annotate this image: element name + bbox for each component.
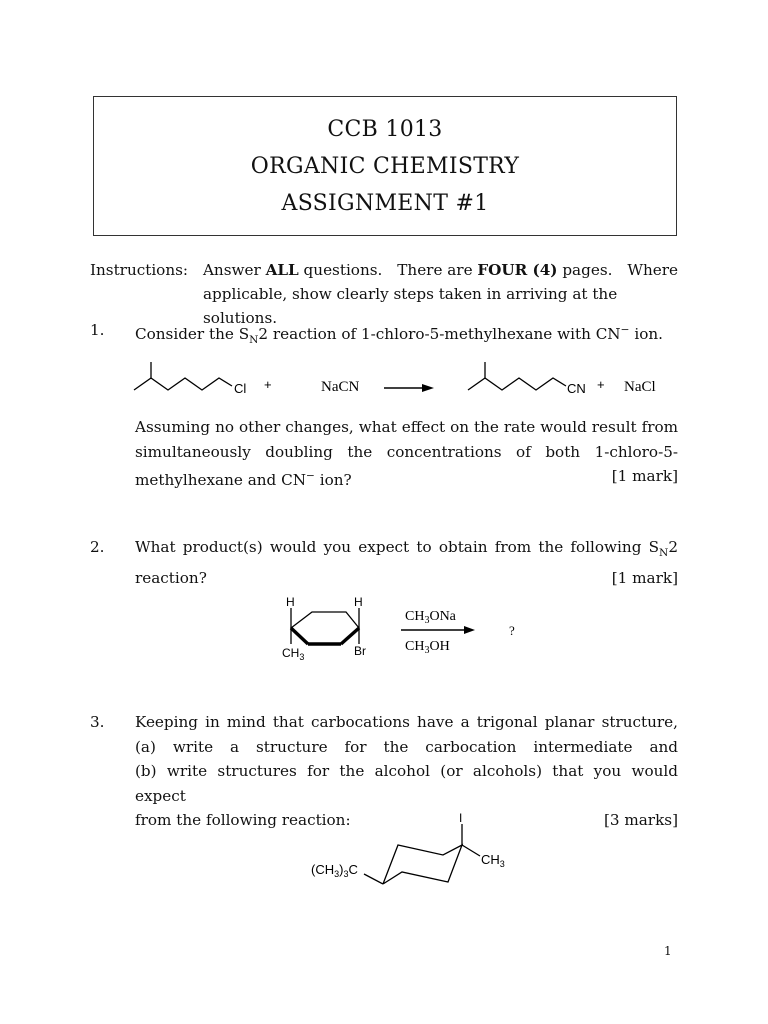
- question-2-line2: reaction?: [135, 568, 207, 587]
- instructions-pages: There are FOUR (4) pages.: [397, 261, 613, 279]
- question-1-line2: simultaneously doubling the concentrations of both 1-chloro-5-: [135, 442, 678, 461]
- question-number: 2.: [90, 538, 105, 556]
- chlorine-label: Cl: [234, 381, 247, 396]
- byproduct-nacl: NaCl: [624, 379, 656, 395]
- instructions-label: Instructions:: [90, 261, 189, 279]
- wedge-bonds: [291, 628, 359, 644]
- hydrogen-label: H: [286, 595, 295, 609]
- assignment-title: ASSIGNMENT #1: [281, 191, 489, 216]
- reaction-arrow: [401, 626, 475, 634]
- chloroalkane-structure: [134, 362, 232, 390]
- cyano-label: CN: [567, 381, 586, 396]
- question-1: [90, 318, 678, 353]
- reaction-scheme-3: [0, 812, 768, 902]
- question-2: [90, 535, 678, 590]
- bromine-label: Br: [354, 644, 366, 658]
- reaction-scheme-2: [0, 592, 768, 662]
- unknown-product: ?: [509, 623, 515, 638]
- cyclohexane-chair-structure: [364, 824, 480, 884]
- question-number: 3.: [90, 713, 105, 731]
- iodine-label: I: [459, 812, 463, 825]
- course-name: ORGANIC CHEMISTRY: [250, 154, 520, 179]
- instructions-answer: Answer ALL questions.: [202, 261, 383, 279]
- question-2-line1: What product(s) would you expect to obtain from the following $S_N2$: [135, 538, 678, 560]
- tert-butyl-label: $(CH_3)_3C$: [311, 862, 358, 879]
- hydrogen-label: H: [354, 595, 363, 609]
- methyl-label: $CH_3$: [282, 646, 305, 662]
- question-3-line4: from the following reaction:: [135, 811, 351, 829]
- page-number: 1: [664, 944, 672, 958]
- question-3-marks: [3 marks]: [603, 811, 678, 829]
- question-2-marks: [1 mark]: [611, 568, 678, 587]
- instructions-where: Where: [627, 261, 678, 279]
- reaction-arrow: [384, 384, 434, 392]
- nitrile-structure: [468, 362, 566, 390]
- question-1-text: [90, 415, 678, 493]
- title-box: [93, 96, 677, 236]
- methyl-label: $CH_3$: [481, 852, 505, 869]
- reagent-nacn: NaCN: [321, 379, 360, 395]
- plus-sign: +: [264, 377, 272, 392]
- instructions-line2: applicable, show clearly steps taken in arriving at the solutions.: [203, 285, 618, 327]
- question-1-intro: Consider the $S_N2$ reaction of 1-chloro-5-methylhexane with CN− ion.: [135, 323, 663, 347]
- question-1-line1: Assuming no other changes, what effect on the rate would result from: [135, 418, 678, 436]
- question-3-line3: (b) write structures for the alcohol (or alcohols) that you would expect: [135, 762, 678, 805]
- reagent-bottom: $CH_3OH$: [405, 639, 450, 656]
- question-1-line3: methylhexane and CN− ion?: [135, 469, 352, 490]
- course-code: CCB 1013: [327, 117, 443, 142]
- question-number: 1.: [90, 321, 105, 339]
- question-3-line1: Keeping in mind that carbocations have a trigonal planar structure,: [135, 713, 678, 731]
- reaction-scheme-1: [0, 358, 768, 418]
- plus-sign: +: [597, 377, 605, 392]
- reagent-top: $CH_3ONa$: [405, 609, 456, 626]
- question-3-line2: (a) write a structure for the carbocation intermediate and: [135, 737, 678, 756]
- question-1-marks: [1 mark]: [611, 467, 678, 485]
